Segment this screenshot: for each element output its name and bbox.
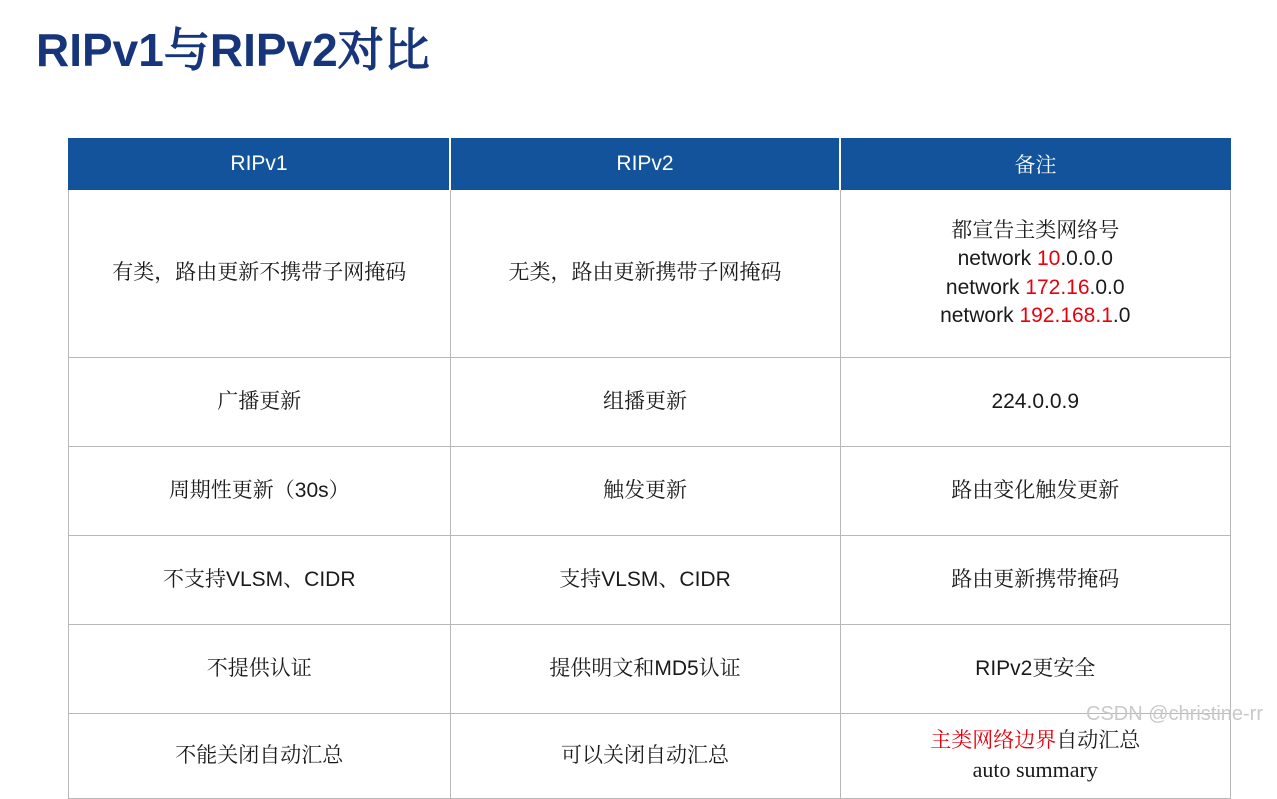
table-header-row — [69, 139, 1231, 190]
page-title: RIPv1与RIPv2对比 — [36, 24, 430, 76]
column-header-note: 备注 — [840, 139, 1231, 190]
cell-note — [840, 447, 1231, 536]
cell-note — [840, 536, 1231, 625]
note-text — [851, 477, 1221, 505]
cell-ripv1: 不支持VLSM、CIDR — [69, 536, 451, 625]
note-line — [851, 755, 1221, 785]
note-line — [851, 566, 1221, 594]
note-segment: 192.168.1 — [1019, 303, 1113, 327]
table-row — [69, 447, 1231, 536]
note-text — [851, 566, 1221, 594]
table-row — [69, 190, 1231, 358]
note-line — [851, 388, 1221, 416]
cell-ripv1: 不提供认证 — [69, 625, 451, 714]
comparison-table — [68, 138, 1231, 799]
watermark: CSDN @christine-rr — [1086, 703, 1263, 725]
note-segment: 10 — [1036, 247, 1061, 271]
cell-note — [840, 714, 1231, 799]
cell-ripv1: 周期性更新（30s） — [69, 447, 451, 536]
note-segment: network — [945, 275, 1026, 299]
note-text — [851, 727, 1221, 785]
note-line — [851, 727, 1221, 755]
note-text — [851, 388, 1221, 416]
cell-ripv2: 组播更新 — [450, 358, 840, 447]
cell-note — [840, 625, 1231, 714]
table-body — [69, 190, 1231, 799]
cell-note — [840, 358, 1231, 447]
note-line — [851, 302, 1221, 330]
note-line — [851, 245, 1221, 273]
table-row — [69, 714, 1231, 799]
note-line — [851, 655, 1221, 683]
note-segment: 主类网络边界 — [930, 728, 1057, 752]
table-row — [69, 625, 1231, 714]
note-segment: 自动汇总 — [1056, 728, 1141, 752]
comparison-table-container — [68, 138, 1225, 799]
note-segment: network — [940, 303, 1020, 327]
cell-ripv1: 广播更新 — [69, 358, 451, 447]
cell-ripv2: 提供明文和MD5认证 — [450, 625, 840, 714]
cell-note — [840, 190, 1231, 358]
column-header-ripv2: RIPv2 — [450, 139, 840, 190]
table-row — [69, 536, 1231, 625]
cell-ripv2: 支持VLSM、CIDR — [450, 536, 840, 625]
note-text — [851, 217, 1221, 330]
table-header — [69, 139, 1231, 190]
note-segment: .0.0.0 — [1060, 247, 1113, 271]
note-segment: .0.0 — [1089, 275, 1125, 299]
note-segment: network — [957, 247, 1037, 271]
cell-ripv2: 可以关闭自动汇总 — [450, 714, 840, 799]
cell-ripv1: 不能关闭自动汇总 — [69, 714, 451, 799]
note-segment: .0 — [1112, 303, 1131, 327]
column-header-ripv1: RIPv1 — [69, 139, 451, 190]
note-segment: 都宣告主类网络号 — [951, 218, 1120, 242]
note-segment: 172.16 — [1025, 275, 1090, 299]
note-line — [851, 217, 1221, 245]
table-row — [69, 358, 1231, 447]
note-segment: 路由更新携带掩码 — [951, 567, 1120, 591]
cell-ripv2: 触发更新 — [450, 447, 840, 536]
note-segment: 路由变化触发更新 — [951, 478, 1120, 502]
cell-ripv1: 有类，路由更新不携带子网掩码 — [69, 190, 451, 358]
note-text — [851, 655, 1221, 683]
note-segment: RIPv2更安全 — [975, 656, 1096, 680]
note-segment: auto summary — [972, 757, 1098, 783]
note-line — [851, 477, 1221, 505]
note-segment: 224.0.0.9 — [991, 389, 1080, 413]
note-line — [851, 274, 1221, 302]
cell-ripv2: 无类，路由更新携带子网掩码 — [450, 190, 840, 358]
